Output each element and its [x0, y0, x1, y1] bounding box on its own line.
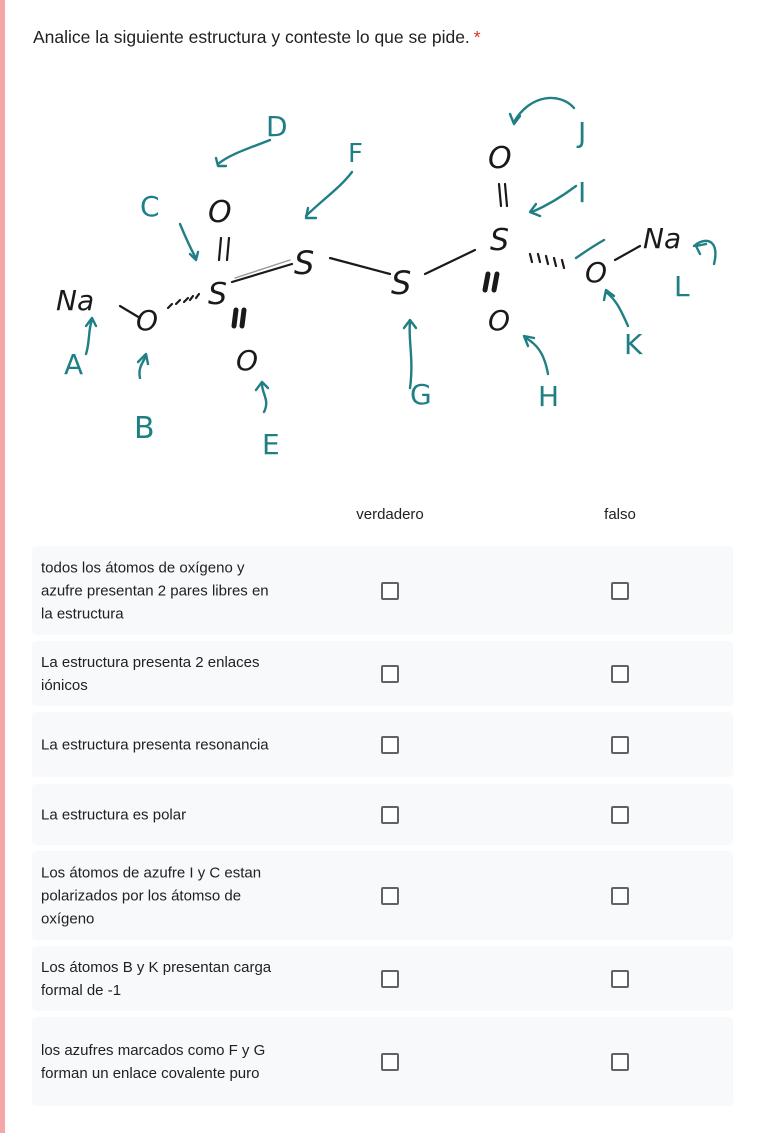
double-bond-marks — [234, 274, 497, 326]
row-label: todos los átomos de oxígeno y azufre presentan 2 pares libres en la estructura — [41, 559, 269, 622]
grid-row — [32, 712, 733, 777]
verdadero-checkbox[interactable] — [381, 1053, 399, 1071]
verdadero-checkbox[interactable] — [381, 665, 399, 683]
verdadero-checkbox[interactable] — [381, 970, 399, 988]
grid-row — [32, 1017, 733, 1106]
label-k: K — [624, 328, 643, 361]
row-label: los azufres marcados como F y G forman un enlace covalente puro — [41, 1041, 266, 1082]
row-label: La estructura es polar — [41, 806, 187, 823]
atom-s-center-right: S — [391, 264, 412, 302]
row-label: Los átomos B y K presentan carga formal de -1 — [41, 958, 272, 999]
falso-checkbox[interactable] — [611, 582, 629, 600]
label-h: H — [538, 380, 560, 413]
falso-checkbox[interactable] — [611, 736, 629, 754]
atom-s-left: S — [208, 277, 228, 312]
label-j: J — [578, 116, 587, 149]
label-e: E — [262, 428, 280, 461]
atom-o-right: O — [585, 256, 608, 289]
required-asterisk: * — [473, 27, 481, 47]
verdadero-checkbox[interactable] — [381, 736, 399, 754]
grid-row — [32, 546, 733, 635]
question-title-text: Analice la siguiente estructura y conteste lo que se pide. — [33, 27, 470, 47]
row-label: Los átomos de azufre I y C estan polarizados por los átomso de oxígeno — [41, 864, 262, 927]
atom-s-right: S — [490, 223, 510, 258]
pointer-arrows — [86, 98, 715, 412]
question-title — [33, 27, 481, 48]
verdadero-checkbox[interactable] — [381, 806, 399, 824]
falso-checkbox[interactable] — [611, 887, 629, 905]
grid-row — [32, 641, 733, 706]
label-l: L — [674, 270, 690, 303]
falso-checkbox[interactable] — [611, 806, 629, 824]
falso-checkbox[interactable] — [611, 1053, 629, 1071]
label-b: B — [134, 411, 155, 446]
atom-o-top-right: O — [488, 141, 512, 176]
label-g: G — [410, 378, 432, 411]
grid-row — [32, 946, 733, 1011]
verdadero-checkbox[interactable] — [381, 582, 399, 600]
column-header-verdadero: verdadero — [356, 506, 424, 523]
falso-checkbox[interactable] — [611, 970, 629, 988]
verdadero-checkbox[interactable] — [381, 887, 399, 905]
atom-o-bottom-right: O — [488, 304, 511, 337]
atom-o-left: O — [136, 304, 159, 337]
label-f: F — [348, 139, 363, 169]
atom-o-top-left: O — [208, 195, 232, 230]
label-na-left: Na — [56, 284, 95, 317]
grid-row — [32, 784, 733, 845]
label-na-right: Na — [643, 222, 682, 255]
label-i: I — [578, 176, 587, 209]
grid-row — [32, 851, 733, 940]
falso-checkbox[interactable] — [611, 665, 629, 683]
structure-drawing — [30, 78, 730, 473]
label-c: C — [140, 190, 160, 223]
column-header-falso: falso — [604, 506, 636, 523]
label-d: D — [266, 110, 288, 143]
atom-o-bottom-left: O — [236, 344, 259, 377]
row-label: La estructura presenta resonancia — [41, 736, 269, 753]
row-label: La estructura presenta 2 enlaces iónicos — [41, 653, 260, 694]
label-a: A — [64, 348, 84, 381]
form-accent-bar — [0, 0, 5, 1133]
atom-s-center-left: S — [294, 244, 315, 282]
structure-image — [30, 78, 730, 473]
